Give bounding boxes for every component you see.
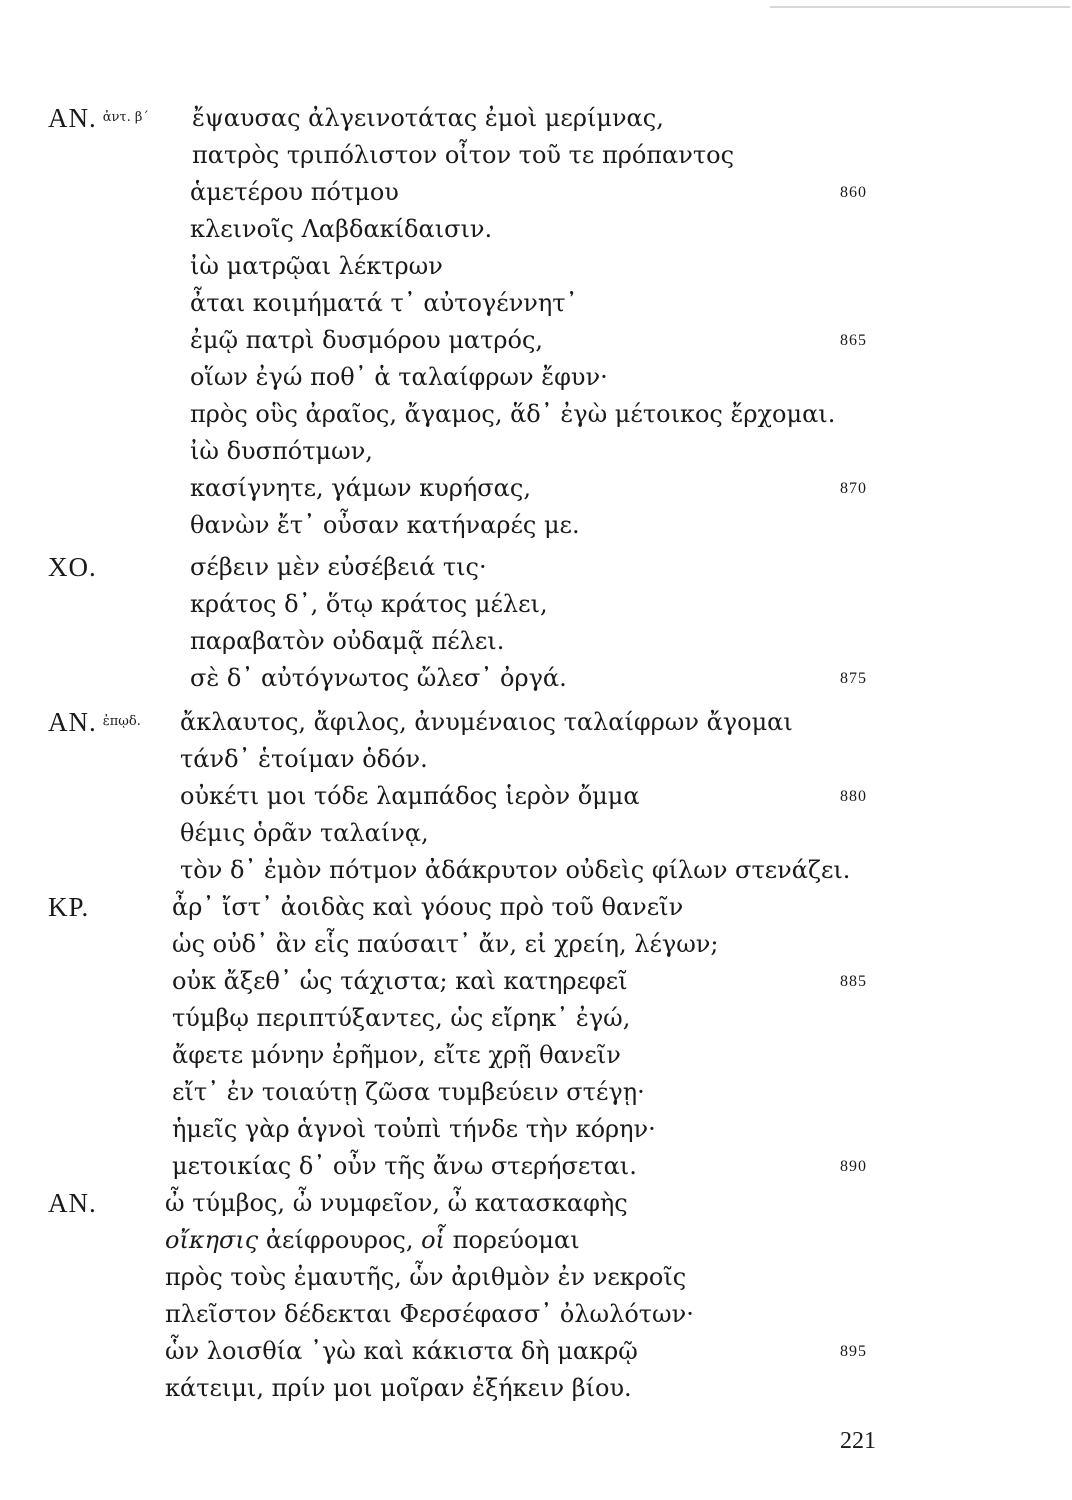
verse-line (0, 778, 1072, 814)
verse-text: ἄφετε μόνην ἐρῆμον, εἴτε χρῇ θανεῖν (172, 1041, 621, 1069)
line-number: 890 (840, 1158, 867, 1175)
verse-text: παραβατὸν οὐδαμᾷ πέλει. (190, 627, 505, 655)
verse-line (0, 174, 1072, 210)
speaker-label: XO. (48, 552, 97, 582)
verse-text: ἰὼ δυσπότμων, (190, 437, 373, 465)
verse-text: μετοικίας δ᾽ οὖν τῆς ἄνω στερήσεται. (172, 1152, 637, 1180)
verse-text: κασίγνητε, γάμων κυρήσας, (190, 474, 531, 502)
verse-text: ἄκλαυτος, ἄφιλος, ἀνυμέναιος ταλαίφρων ἄγομαι (180, 708, 793, 736)
verse-text: ἰὼ ματρῷαι λέκτρων (190, 252, 443, 280)
line-number: 870 (840, 480, 867, 497)
verse-text: ἐμῷ πατρὶ δυσμόρου ματρός, (190, 326, 544, 354)
verse-line (0, 1259, 1072, 1295)
verse-line (0, 285, 1072, 321)
text-fragment: ἀείφρουρος, (258, 1226, 422, 1254)
verse-text: ἔψαυσας ἀλγεινοτάτας ἐμοὶ μερίμνας, (192, 104, 664, 132)
verse-line (0, 1222, 1072, 1258)
verse-text: πρὸς οὓς ἀραῖος, ἄγαμος, ἅδ᾽ ἐγὼ μέτοικος ἔρχομαι. (190, 400, 836, 428)
verse-text: ἁμετέρου πότμου (190, 178, 399, 206)
scan-edge-rule (770, 6, 1070, 8)
verse-line (0, 623, 1072, 659)
verse-line (0, 549, 1072, 585)
strophe-mark: ἀντ. β΄ (102, 110, 149, 125)
verse-text: ἆται κοιμήματά τ᾽ αὐτογέννητ᾽ (190, 289, 578, 317)
verse-text: ὦ τύμβος, ὦ νυμφεῖον, ὦ κατασκαφὴς (165, 1189, 628, 1217)
verse-line (0, 889, 1072, 925)
verse-line (0, 1000, 1072, 1036)
speaker-label: AN. (48, 707, 97, 737)
verse-text: θανὼν ἔτ᾽ οὖσαν κατήναρές με. (190, 511, 580, 539)
line-number: 885 (840, 973, 867, 990)
verse-text: κράτος δ᾽, ὅτῳ κράτος μέλει, (190, 590, 548, 618)
verse-text: σὲ δ᾽ αὐτόγνωτος ὤλεσ᾽ ὀργά. (190, 664, 567, 692)
verse-text: οὐκέτι μοι τόδε λαμπάδος ἱερὸν ὄμμα (180, 782, 640, 810)
line-number: 875 (840, 670, 867, 687)
verse-line (0, 1185, 1072, 1221)
verse-line (0, 507, 1072, 543)
verse-text: τὸν δ᾽ ἐμὸν πότμον ἀδάκρυτον οὐδεὶς φίλων στενάζει. (180, 856, 851, 884)
verse-line (0, 100, 1072, 136)
verse-line (0, 1074, 1072, 1110)
verse-line (0, 704, 1072, 740)
verse-text: κάτειμι, πρίν μοι μοῖραν ἐξήκειν βίου. (165, 1374, 632, 1402)
verse-text: πρὸς τοὺς ἐμαυτῆς, ὧν ἀριθμὸν ἐν νεκροῖς (165, 1263, 687, 1291)
verse-text: θέμις ὁρᾶν ταλαίνᾳ, (180, 819, 429, 847)
italic-fragment: οἷ (421, 1226, 445, 1254)
verse-line (0, 1037, 1072, 1073)
verse-text: ὧν λοισθία ᾽γὼ καὶ κάκιστα δὴ μακρῷ (165, 1337, 638, 1365)
verse-line (0, 815, 1072, 851)
verse-line (0, 1111, 1072, 1147)
verse-line (0, 470, 1072, 506)
verse-line (0, 211, 1072, 247)
verse-line (0, 137, 1072, 173)
speaker-cell (48, 704, 141, 740)
verse-line (0, 741, 1072, 777)
verse-text: τύμβῳ περιπτύξαντες, ὡς εἴρηκ᾽ ἐγώ, (172, 1004, 631, 1032)
speaker-label: AN. (48, 103, 97, 133)
verse-text: οὐκ ἄξεθ᾽ ὡς τάχιστα; καὶ κατηρεφεῖ (172, 967, 628, 995)
speaker-label: KP. (48, 892, 90, 922)
verse-text: σέβειν μὲν εὐσέβειά τις· (190, 553, 487, 581)
page-number: 221 (840, 1428, 876, 1454)
speaker-label: AN. (48, 1188, 97, 1218)
verse-line (0, 396, 1072, 432)
verse-text: πλεῖστον δέδεκται Φερσέφασσ᾽ ὀλωλότων· (165, 1300, 694, 1328)
verse-line (0, 359, 1072, 395)
line-number: 865 (840, 332, 867, 349)
line-number: 880 (840, 788, 867, 805)
verse-line (0, 963, 1072, 999)
italic-fragment: οἴκησις (165, 1226, 259, 1254)
verse-text: ὡς οὐδ᾽ ἂν εἷς παύσαιτ᾽ ἄν, εἰ χρείη, λέγων; (172, 930, 719, 958)
verse-text: οἵων ἐγώ ποθ᾽ ἁ ταλαίφρων ἔφυν· (190, 363, 608, 391)
verse-line (0, 660, 1072, 696)
verse-text: κλεινοῖς Λαβδακίδαισιν. (190, 215, 493, 243)
verse-text: τάνδ᾽ ἑτοίμαν ὁδόν. (180, 745, 428, 773)
verse-line (0, 433, 1072, 469)
text-fragment: πορεύομαι (444, 1226, 580, 1254)
verse-text: πατρὸς τριπόλιστον οἶτον τοῦ τε πρόπαντος (192, 141, 735, 169)
speaker-cell (48, 100, 149, 136)
verse-text (165, 1222, 580, 1258)
verse-line (0, 1296, 1072, 1332)
verse-text: ἡμεῖς γὰρ ἁγνοὶ τοὐπὶ τήνδε τὴν κόρην· (172, 1115, 656, 1143)
verse-text: ἆρ᾽ ἴστ᾽ ἀοιδὰς καὶ γόους πρὸ τοῦ θανεῖν (172, 893, 684, 921)
verse-text: εἴτ᾽ ἐν τοιαύτῃ ζῶσα τυμβεύειν στέγῃ· (172, 1078, 645, 1106)
verse-line (0, 586, 1072, 622)
verse-line (0, 248, 1072, 284)
verse-line (0, 1370, 1072, 1406)
strophe-mark: ἐπῳδ. (102, 714, 141, 729)
verse-line (0, 1148, 1072, 1184)
line-number: 860 (840, 184, 867, 201)
verse-line (0, 1333, 1072, 1369)
line-number: 895 (840, 1343, 867, 1360)
verse-line (0, 926, 1072, 962)
verse-line (0, 852, 1072, 888)
verse-line (0, 322, 1072, 358)
